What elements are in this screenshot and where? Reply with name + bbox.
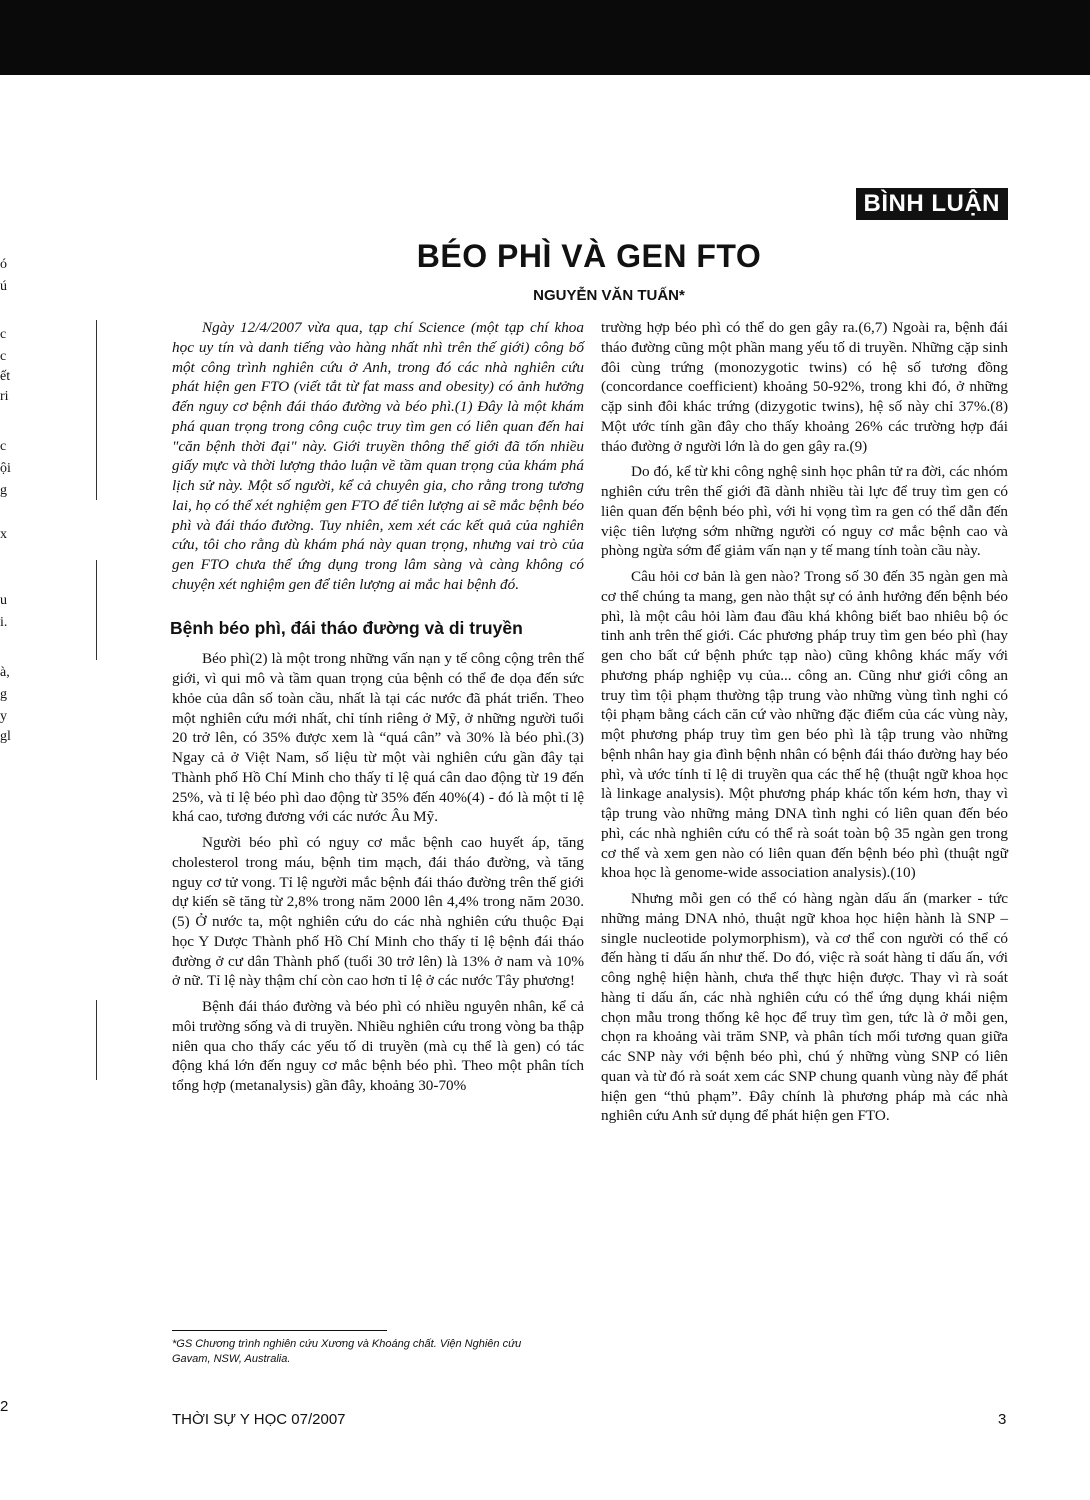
section-subheading: Bệnh béo phì, đái tháo đường và di truyền [170,617,523,638]
body-paragraph: Người béo phì có nguy cơ mắc bệnh cao huyết áp, tăng cholesterol trong máu, bệnh tim mạch, đái tháo đường, và tăng nguy cơ tử vong. Tỉ lệ người mắc bệnh đái tháo đường trên thế giới dự kiến sẽ tăng từ 2,8% trong năm 2000 lên 4,4% trong năm 2030.(5) Ở nước ta, một nghiên cứu do các nhà nghiên cứu thuộc Đại học Y Dược Thành phố Hồ Chí Minh cho thấy tỉ lệ bệnh đái tháo đường ở cư dân Thành phố (tuổi 30 trở lên) là 13% ở nam và 10% ở nữ. Tỉ lệ này thậm chí còn cao hơn tỉ lệ ở các nước Tây phương! [172,834,584,990]
scan-artifact-line [96,320,97,500]
intro-paragraph: Ngày 12/4/2007 vừa qua, tạp chí Science (một tạp chí khoa học uy tín và danh tiếng vào hàng nhất nhì trên thế giới) công bố một công trình nghiên cứu ở Anh, trong đó các nhà nghiên cứu phát hiện gen FTO (viết tắt từ fat mass and obesity) có ảnh hưởng đến nguy cơ bệnh đái tháo đường và béo phì.(1) Đây là một khám phá quan trọng trong công cuộc truy tìm gen có liên quan đến hai "căn bệnh thời đại" này. Giới truyền thông thế giới đã tốn nhiều giấy mực và thời lượng thảo luận về tầm quan trọng của khám phá lịch sử này. Một số người, kể cả chuyên gia, cho rằng trong tương lai, họ có thể xét nghiệm gen FTO để tiên lượng ai sẽ mắc bệnh béo phì và đái tháo đường. Tuy nhiên, xem xét các kết quả của nghiên cứu, tôi cho rằng dù khám phá này quan trọng, nhưng vai trò của gen FTO chưa thể ứng dụng trong lâm sàng và càng không có chuyện xét nghiệm gen để tiên lượng ai mắc hai bệnh đó. [172,319,584,593]
body-paragraph-continued: trường hợp béo phì có thể do gen gây ra.(6,7) Ngoài ra, bệnh đái tháo đường cũng một phần mang yếu tố di truyền. Những cặp sinh đôi cùng trứng (monozygotic twins) có hệ số tương đồng (concordance coefficient) khoảng 50-92%, trong khi đó, ở những cặp sinh đôi khác trứng (dizygotic twins), hệ số này chỉ 37%.(8) Một ước tính gần đây cho thấy khoảng 26% các trường hợp đái tháo đường ở người lớn là do gen gây ra.(9) [601,319,1008,455]
article-title: BÉO PHÌ VÀ GEN FTO [416,238,762,274]
body-paragraph: Nhưng mỗi gen có thể có hàng ngàn dấu ấn (marker - tức những mảng DNA nhỏ, thuật ngữ khoa học hiện hành là SNP – single nucleotide polymorphism), và cơ thể con người có thể có đến hàng tỉ dấu ấn như thế. Do đó, việc rà soát hàng tỉ dấu ấn, với công nghệ hiện hành, chưa thể thực hiện được. Thay vì rà soát hàng tỉ dấu ấn, các nhà nghiên cứu có thể ứng dụng khái niệm chọn mẫu trong thống kê học để truy tìm gen, tức là ở mỗi gen, chọn ra khoảng vài trăm SNP, và phân tích mối tương quan giữa các SNP này với bệnh béo phì, chú ý những vùng SNP có liên quan và từ đó rà soát xem các SNP chung quanh vùng này để phát hiện gen “thủ phạm”. Đây chính là phương pháp mà các nhà nghiên cứu Anh sử dụng để phát hiện gen FTO. [601,890,1008,1125]
scanned-top-band [0,0,1090,75]
body-paragraph: Bệnh đái tháo đường và béo phì có nhiều nguyên nhân, kể cả môi trường sống và di truyền. Nhiều nghiên cứu trong vòng ba thập niên qua cho thấy các yếu tố di truyền (mà cụ thể là gen) có tác động khá lớn đến nguy cơ mắc bệnh béo phì. Theo một phân tích tổng hợp (metanalysis) gần đây, khoảng 30-70% [172,998,584,1094]
body-paragraph: Béo phì(2) là một trong những vấn nạn y tế công cộng trên thế giới, vì qui mô và tầm quan trọng của bệnh có thể đe dọa đến sức khỏe của dân số toàn cầu, nhất là tại các nước đã phát triển. Theo một nghiên cứu mới nhất, chỉ tính riêng ở Mỹ, ở những người tuổi 20 trở lên, có 35% được xem là “quá cân” và 30% là béo phì.(3) Ngay cả ở Việt Nam, số liệu từ một vài nghiên cứu gần đây tại Thành phố Hồ Chí Minh cho thấy tỉ lệ quá cân dao động từ 19 đến 25%, và tỉ lệ béo phì dao động từ 35% đến 40%(4) - đó là một tỉ lệ khá cao, tương đương với các nước Âu Mỹ. [172,650,584,826]
left-column [172,318,584,1102]
section-tag: BÌNH LUẬN [856,188,1009,220]
body-paragraph: Do đó, kể từ khi công nghệ sinh học phân tử ra đời, các nhóm nghiên cứu trên thế giới đã dành nhiều tài lực để truy tìm gen có liên quan đến bệnh béo phì, với hi vọng tìm ra gen có thể dẫn đến việc tiên lượng sớm những người có nguy cơ mắc bệnh cao và phòng ngừa sớm để giảm vấn nạn y tế mang tính toàn cầu này. [601,463,1008,560]
journal-footer: THỜI SỰ Y HỌC 07/2007 [172,1411,346,1428]
footnote-divider [172,1330,387,1331]
right-column [601,318,1008,1132]
body-paragraph: Câu hỏi cơ bản là gen nào? Trong số 30 đến 35 ngàn gen mà cơ thể chúng ta mang, gen nào thật sự có ảnh hưởng đến bệnh béo phì, là một câu hỏi làm đau đầu khá không biết bao nhiêu bộ óc tinh anh trên thế giới. Các phương pháp truy tìm gen béo phì (hay gen cho bất cứ bệnh phức tạp nào) cũng không khác mấy với phương pháp nghiệp vụ của... công an. Cũng như giới công an truy tìm tội phạm thường tập trung vào những vùng tình nghi có tội phạm bằng cách căn cứ vào những đặc điểm của các vùng này, một phương pháp truy tìm gen béo phì là tập trung vào những bệnh nhân hay gia đình bệnh nhân có bệnh đái tháo đường hay béo phì, và ước tính tỉ lệ di truyền qua các thế hệ (thuật ngữ khoa học là linkage analysis). Một phương pháp khác tốn kém hơn, thay vì tập trung vào những mảng DNA tình nghi có liên quan đến béo phì, các nhà nghiên cứu có thể rà soát toàn bộ 35 ngàn gen trong cơ thể và xem gen nào có liên quan đến bệnh béo phì (thuật ngữ khoa học là genome-wide association analysis).(10) [601,568,1008,882]
article-author: NGUYỄN VĂN TUẤN* [533,287,685,304]
scan-artifact-line [96,1000,97,1080]
author-footnote: *GS Chương trình nghiên cứu Xương và Khoáng chất. Viện Nghiên cứu Gavam, NSW, Australia. [172,1338,522,1365]
page-number: 3 [998,1411,1007,1428]
previous-page-number: 2 [0,1398,9,1415]
scan-artifact-line [96,560,97,660]
